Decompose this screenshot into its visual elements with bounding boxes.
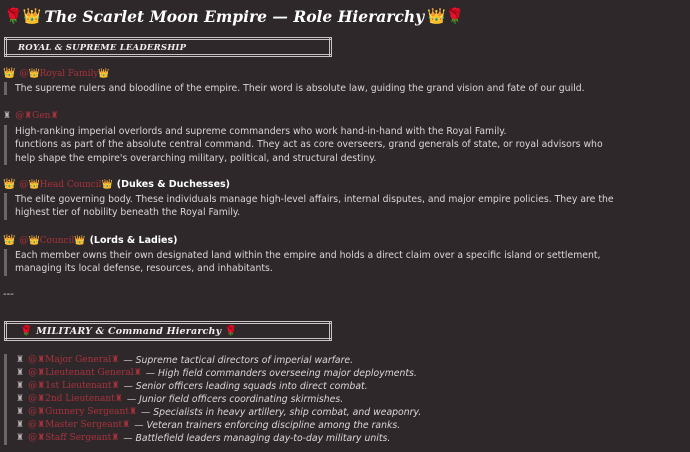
crown-icon: 👑 (3, 235, 16, 246)
military-rank-mention[interactable]: @♜Master Sergeant♜ (28, 420, 131, 430)
rook-icon: ♜ (16, 420, 25, 430)
list-item (16, 380, 421, 393)
gen-description: High-ranking imperial overlords and supreme commanders who work hand-in-hand with the Royal Family. functions as part of the absolute central command. They act as core overseers, grand generals of state, or royal advisors who help shape the empire's overarching military, political, and structural destiny. (4, 125, 614, 165)
military-rank-description: — Junior field officers coordinating skirmishes. (126, 394, 344, 405)
military-heading (20, 326, 238, 337)
page-title-text: The Scarlet Moon Empire — Role Hierarchy (44, 6, 425, 26)
rose-crown-icon: 🌹👑 (4, 7, 42, 25)
military-rank-mention[interactable]: @♜Staff Sergeant♜ (28, 433, 120, 443)
rook-icon: ♜ (16, 368, 25, 378)
rose-icon: 🌹 (20, 326, 33, 337)
list-item (16, 367, 421, 380)
rook-icon: ♜ (16, 407, 25, 417)
head-council-description: The elite governing body. These individuals manage high-level affairs, internal disputes, and major empire policies. They are the highest tier of nobility beneath the Royal Family. (4, 193, 614, 220)
rose-icon: 🌹 (224, 326, 238, 337)
royal-leadership-heading: ROYAL & SUPREME LEADERSHIP (18, 43, 187, 53)
list-item (16, 393, 421, 406)
crown-rose-icon: 👑🌹 (427, 7, 465, 25)
page-title (4, 4, 465, 28)
list-item (16, 432, 421, 445)
royal-leadership-banner (4, 37, 332, 57)
role-head-council (3, 179, 230, 190)
military-rank-mention[interactable]: @♜Lieutenant General♜ (28, 368, 142, 378)
royal-family-description: The supreme rulers and bloodline of the empire. Their word is absolute law, guiding the grand vision and fate of our guild. (4, 82, 614, 95)
role-council (3, 235, 177, 246)
head-council-mention[interactable]: @👑Head Council👑 (19, 179, 113, 190)
military-rank-mention[interactable]: @♜Gunnery Sergeant♜ (28, 407, 138, 417)
council-title: (Lords & Ladies) (89, 235, 178, 246)
role-gen (3, 111, 59, 121)
list-item (16, 419, 421, 432)
gen-mention[interactable]: @♜Gen♜ (15, 111, 59, 121)
rook-icon: ♜ (16, 381, 25, 391)
separator: --- (3, 289, 14, 300)
rook-icon: ♜ (16, 433, 25, 443)
military-rank-mention[interactable]: @♜2nd Lieutenant♜ (28, 394, 123, 404)
military-rank-description: — High field commanders overseeing major deployments. (145, 368, 417, 379)
military-rank-description: — Senior officers leading squads into direct combat. (123, 381, 368, 392)
rook-icon: ♜ (3, 111, 12, 121)
military-rank-description: — Battlefield leaders managing day-to-day military units. (123, 433, 391, 444)
military-heading-text: MILITARY & Command Hierarchy (36, 326, 222, 337)
role-royal-family (3, 68, 110, 79)
military-rank-description: — Supreme tactical directors of imperial warfare. (123, 355, 354, 366)
council-description: Each member owns their own designated land within the empire and holds a direct claim over a specific island or settlement, managing its local defense, resources, and inhabitants. (4, 249, 604, 276)
military-rank-mention[interactable]: @♜1st Lieutenant♜ (28, 381, 120, 391)
military-rank-mention[interactable]: @♜Major General♜ (28, 355, 120, 365)
crown-icon: 👑 (3, 68, 16, 79)
list-item (16, 354, 421, 367)
rook-icon: ♜ (16, 355, 25, 365)
crown-icon: 👑 (3, 179, 16, 190)
council-mention[interactable]: @👑Council👑 (19, 235, 86, 246)
military-list (4, 354, 421, 445)
royal-family-mention[interactable]: @👑Royal Family👑 (19, 68, 110, 79)
list-item (16, 406, 421, 419)
rook-icon: ♜ (16, 394, 25, 404)
head-council-title: (Dukes & Duchesses) (116, 179, 231, 190)
military-rank-description: — Veteran trainers enforcing discipline among the ranks. (134, 420, 401, 431)
military-banner (4, 321, 332, 341)
military-rank-description: — Specialists in heavy artillery, ship combat, and weaponry. (141, 407, 422, 418)
